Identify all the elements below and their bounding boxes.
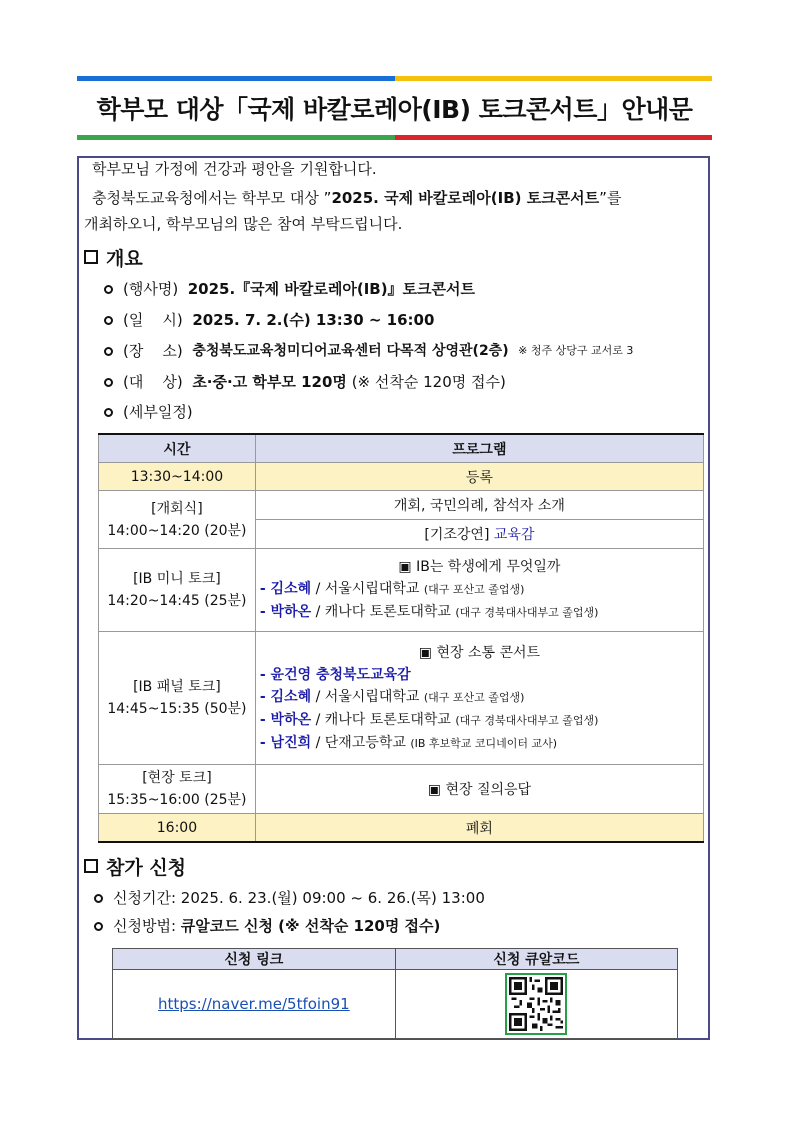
date-item: (일 시) 2025. 7. 2.(수) 13:30 ~ 16:00 [104, 307, 434, 333]
event-name-item: (행사명) 2025.『국제 바칼로레아(IB)』토크콘서트 [104, 276, 475, 302]
circle-bullet-icon [104, 285, 113, 294]
table-row [99, 765, 704, 814]
table-row [99, 632, 704, 765]
qr-code-icon[interactable] [505, 973, 567, 1035]
header-program: 프로그램 [255, 434, 703, 463]
mini-talk-program-cell: ▣ IB는 학생에게 무엇일까 - 김소혜 / 서울시립대학교 (대구 포산고 졸업생) - 박하온 / 캐나다 토론토대학교 (대구 경북대사대부고 졸업생) [255, 549, 703, 632]
application-period-item: 신청기간: 2025. 6. 23.(월) 09:00 ~ 6. 26.(목) 13:00 [94, 885, 485, 911]
circle-bullet-icon [104, 316, 113, 325]
detail-schedule-item: (세부일정) [104, 399, 193, 425]
mini-talk-time-cell: [IB 미니 토크] 14:20~14:45 (25분) [99, 549, 256, 632]
header-time: 시간 [99, 434, 256, 463]
registration-time: 13:30~14:00 [99, 463, 256, 491]
header-link: 신청 링크 [113, 949, 396, 970]
schedule-header-row [99, 434, 704, 463]
checkbox-square-icon [84, 859, 98, 873]
schedule-table [98, 433, 704, 843]
checkbox-square-icon [84, 250, 98, 264]
table-row [99, 463, 704, 491]
intro-line-3: 개최하오니, 학부모님의 많은 참여 부탁드립니다. [84, 215, 403, 233]
opening-program: 개회, 국민의례, 참석자 소개 [255, 491, 703, 520]
table-row [113, 970, 678, 1039]
panel-talk-program-cell: ▣ 현장 소통 콘서트 - 윤건영 충청북도교육감 - 김소혜 / 서울시립대학교 (대구 포산고 졸업생) - 박하온 / 캐나다 토론토대학교 (대구 경북대사대부고 졸업생) - 남진희 / 단재고등학교 (IB 후보학교 코디네이터 교사) [255, 632, 703, 765]
table-row [99, 814, 704, 843]
closing-program: 폐회 [255, 814, 703, 843]
application-method-item: 신청방법: 큐알코드 신청 (※ 선착순 120명 접수) [94, 913, 440, 939]
closing-time: 16:00 [99, 814, 256, 843]
application-link[interactable]: https://naver.me/5tfoin91 [158, 995, 350, 1013]
table-row [99, 491, 704, 520]
keynote-cell: [기조강연] 교육감 [255, 520, 703, 549]
overview-heading: 개요 [84, 244, 143, 270]
intro-line-2: 충청북도교육청에서는 학부모 대상 ”2025. 국제 바칼로레아(IB) 토크콘서트”를 [92, 189, 622, 207]
page-title: 학부모 대상「국제 바칼로레아(IB) 토크콘서트」안내문 [96, 95, 693, 124]
title-bottom-bar [77, 135, 712, 140]
header-qrcode: 신청 큐알코드 [395, 949, 677, 970]
application-header-row [113, 949, 678, 970]
opening-time-cell: [개회식] 14:00~14:20 (20분) [99, 491, 256, 549]
target-item: (대 상) 초·중·고 학부모 120명 (※ 선착순 120명 접수) [104, 369, 506, 395]
place-item: (장 소) 충청북도교육청미디어교육센터 다목적 상영관(2층) ※ 청주 상당구 교서로 3 [104, 338, 633, 364]
link-cell [113, 970, 396, 1039]
panel-talk-time-cell: [IB 패널 토크] 14:45~15:35 (50분) [99, 632, 256, 765]
circle-bullet-icon [104, 378, 113, 387]
field-talk-program: ▣ 현장 질의응답 [255, 765, 703, 814]
table-row [99, 549, 704, 632]
circle-bullet-icon [94, 922, 103, 931]
intro-line-1: 학부모님 가정에 건강과 평안을 기원합니다. [92, 160, 377, 178]
circle-bullet-icon [104, 347, 113, 356]
registration-program: 등록 [255, 463, 703, 491]
field-talk-time-cell: [현장 토크] 15:35~16:00 (25분) [99, 765, 256, 814]
application-table [112, 948, 678, 1039]
circle-bullet-icon [104, 408, 113, 417]
qrcode-cell [395, 970, 677, 1039]
application-heading: 참가 신청 [84, 853, 186, 879]
circle-bullet-icon [94, 894, 103, 903]
